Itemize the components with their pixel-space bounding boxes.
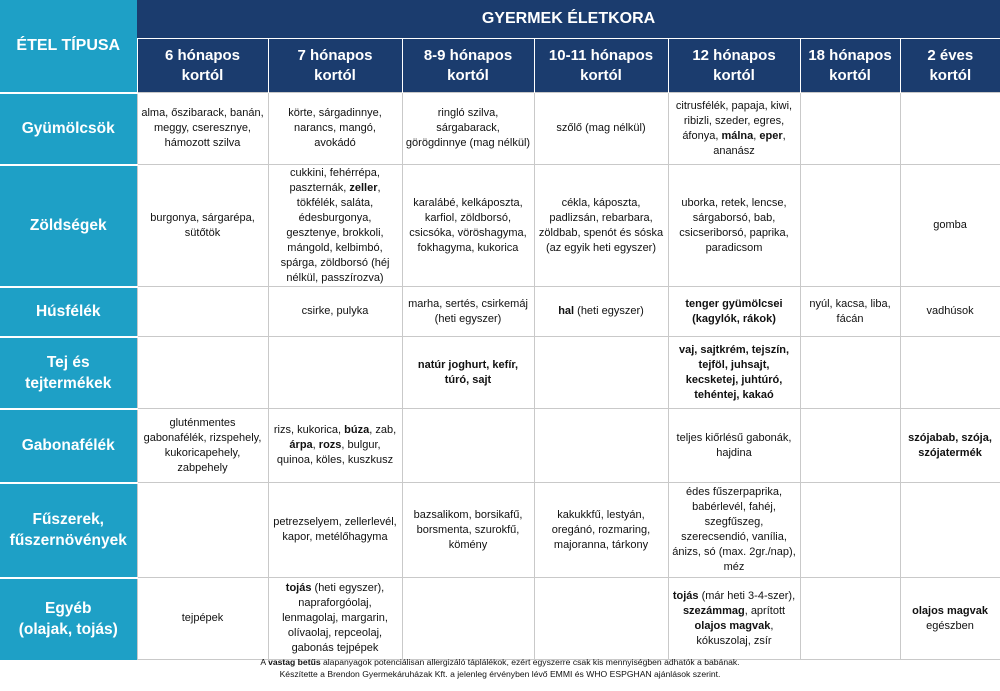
food-type-label xyxy=(0,337,137,409)
food-cell-line xyxy=(538,538,665,553)
food-cell-line xyxy=(672,530,797,545)
text-segment: sárgaborsó, bab, xyxy=(692,211,776,224)
food-cell-line xyxy=(672,312,797,327)
food-cell-line xyxy=(672,500,797,515)
food-cell-line xyxy=(272,241,399,256)
food-cell xyxy=(900,483,1000,578)
text-segment: sütőtök xyxy=(184,226,221,239)
food-cell xyxy=(668,165,800,287)
allergen-text: málna xyxy=(721,129,754,142)
food-cell-line xyxy=(672,388,797,403)
food-cell-line xyxy=(406,241,531,256)
text-segment: paszternák, xyxy=(289,181,350,194)
food-cell-line xyxy=(406,226,531,241)
food-cell-line xyxy=(672,358,797,373)
food-cell-line xyxy=(272,453,399,468)
food-type-line: Húsfélék xyxy=(35,303,101,320)
text-segment: hajdina xyxy=(716,446,752,459)
text-segment: ringló szilva, xyxy=(437,107,499,119)
age-header-line: kortól xyxy=(181,66,224,84)
food-type-line: Tej és xyxy=(46,353,90,371)
age-header-line: 18 hónapos xyxy=(808,46,892,64)
allergen-text: rozs xyxy=(318,439,342,451)
food-cell xyxy=(402,483,534,578)
food-cell xyxy=(137,578,268,660)
food-cell-line xyxy=(272,611,399,626)
food-cell-line xyxy=(272,181,399,196)
food-cell-line xyxy=(272,530,399,545)
age-column-header xyxy=(900,39,1000,93)
food-cell xyxy=(268,337,402,409)
allergen-text: árpa xyxy=(289,439,313,451)
food-cell-line xyxy=(406,297,531,312)
food-cell xyxy=(268,578,402,660)
text-segment: kapor, metélőhagyma xyxy=(282,531,388,543)
text-segment: , xyxy=(312,439,319,451)
food-cell-line xyxy=(672,211,797,226)
food-cell-line xyxy=(272,438,399,453)
food-type-line: Egyéb xyxy=(44,600,92,617)
text-segment: , aprított xyxy=(744,604,786,617)
food-type-label xyxy=(0,287,137,337)
age-column-header xyxy=(402,39,534,93)
text-segment: avokádó xyxy=(314,137,356,149)
allergen-text: hal xyxy=(558,305,575,317)
food-cell-line xyxy=(141,121,265,136)
food-cell-line xyxy=(804,297,897,312)
table-row xyxy=(0,337,1000,409)
allergen-text: eper xyxy=(759,129,783,142)
text-segment: , zab, xyxy=(369,424,397,436)
allergen-text: szezámmag xyxy=(682,604,745,617)
food-cell xyxy=(900,287,1000,337)
food-cell-line xyxy=(141,226,265,241)
text-segment: paradicsom xyxy=(705,241,763,254)
text-segment: csicseriborsó, paprika, xyxy=(679,226,789,239)
table-row xyxy=(0,165,1000,287)
text-segment: fokhagyma, kukorica xyxy=(417,241,519,254)
food-cell-line xyxy=(672,373,797,388)
age-header-line: 8-9 hónapos xyxy=(423,46,513,64)
allergen-text: zeller xyxy=(349,181,378,194)
food-type-label xyxy=(0,165,137,287)
text-segment: , xyxy=(770,619,774,632)
food-cell xyxy=(668,578,800,660)
food-cell xyxy=(534,287,668,337)
food-cell-line xyxy=(538,241,665,256)
food-type-label xyxy=(0,409,137,483)
text-segment: (heti egyszer) xyxy=(574,305,644,317)
food-type-label xyxy=(0,483,137,578)
food-type-line: fűszernövények xyxy=(9,532,127,549)
text-segment: édes fűszerpaprika, xyxy=(686,486,782,498)
food-type-line: (olajak, tojás) xyxy=(18,621,118,638)
text-segment: bazsalikom, borsikafű, xyxy=(413,508,523,521)
food-cell-line xyxy=(406,136,531,151)
allergen-text: olajos magvak xyxy=(912,604,988,617)
food-cell-line xyxy=(672,114,797,129)
food-cell-line xyxy=(272,641,399,656)
text-segment: csirke, pulyka xyxy=(301,305,369,317)
text-segment: édesburgonya, xyxy=(298,211,372,224)
text-segment: padlizsán, rebarbara, xyxy=(549,211,653,224)
food-cell-line xyxy=(538,211,665,226)
food-cell xyxy=(800,337,900,409)
food-cell-line xyxy=(538,121,665,136)
food-type-line: Fűszerek, xyxy=(32,511,104,528)
text-segment: napraforgóolaj, xyxy=(298,597,372,609)
food-cell-line xyxy=(272,304,399,319)
food-type-line: Zöldségek xyxy=(29,217,107,234)
food-cell-line xyxy=(672,99,797,114)
text-segment: narancs, mangó, xyxy=(294,122,376,134)
text-segment: nélkül, passzírozva) xyxy=(286,271,384,284)
food-cell-line xyxy=(904,304,997,319)
text-segment: gesztenye, brokkoli, xyxy=(286,226,384,239)
food-cell xyxy=(800,287,900,337)
food-cell xyxy=(900,409,1000,483)
food-cell-line xyxy=(272,226,399,241)
food-cell-line xyxy=(272,211,399,226)
food-cell-line xyxy=(272,423,399,438)
food-cell xyxy=(668,287,800,337)
food-cell-line xyxy=(272,581,399,596)
food-cell xyxy=(534,578,668,660)
text-segment: teljes kiőrlésű gabonák, xyxy=(676,431,792,444)
food-cell xyxy=(900,93,1000,165)
food-cell-line xyxy=(672,604,797,619)
food-cell-line xyxy=(141,446,265,461)
food-cell xyxy=(137,409,268,483)
food-cell-line xyxy=(406,106,531,121)
food-cell-line xyxy=(141,211,265,226)
allergen-text: tejföl, juhsajt, xyxy=(698,358,770,371)
text-segment: (már heti 3-4-szer), xyxy=(698,589,796,602)
text-segment: méz xyxy=(723,561,745,573)
text-segment: olívaolaj, repceolaj, xyxy=(287,627,383,639)
food-cell-line xyxy=(672,634,797,649)
food-cell xyxy=(800,165,900,287)
food-cell xyxy=(800,483,900,578)
text-segment: szőlő (mag nélkül) xyxy=(556,122,646,134)
food-cell xyxy=(900,165,1000,287)
food-type-line: Gyümölcsök xyxy=(21,120,115,137)
allergen-text: olajos magvak xyxy=(694,619,771,632)
text-segment: Készítette a Brendon Gyermekáruházak Kft. a jelenleg érvényben lévő EMMI és WHO ESPGHAN ajánlások szerint. xyxy=(279,669,721,679)
food-cell-line xyxy=(672,343,797,358)
text-segment: uborka, retek, lencse, xyxy=(681,196,787,209)
food-cell-line xyxy=(406,121,531,136)
allergen-text: tehéntej, kakaó xyxy=(694,388,774,401)
text-segment: szegfűszeg, xyxy=(704,516,764,528)
food-cell-line xyxy=(406,211,531,226)
text-segment: kókuszolaj, zsír xyxy=(696,634,772,647)
food-cell-line xyxy=(272,196,399,211)
text-segment: gluténmentes xyxy=(169,416,236,429)
age-header-line: kortól xyxy=(580,66,622,84)
footnote-line-1 xyxy=(0,656,1000,668)
allergen-text: szójatermék xyxy=(918,446,982,459)
text-segment: majoranna, tárkony xyxy=(553,538,649,551)
food-cell-line xyxy=(272,136,399,151)
allergen-text: túró, sajt xyxy=(444,373,492,386)
food-cell-line xyxy=(141,106,265,121)
text-segment: babérlevél, fahéj, xyxy=(692,501,776,513)
food-cell-line xyxy=(141,611,265,626)
food-cell-line xyxy=(904,604,997,619)
food-cell-line xyxy=(538,523,665,538)
food-cell-line xyxy=(406,358,531,373)
food-cell xyxy=(800,93,900,165)
food-cell xyxy=(402,287,534,337)
text-segment: gomba xyxy=(933,219,967,231)
food-cell-line xyxy=(904,619,997,634)
food-cell-line xyxy=(672,619,797,634)
food-cell xyxy=(137,287,268,337)
age-header-line: kortól xyxy=(829,66,871,84)
text-segment: , xyxy=(753,129,760,142)
text-segment: egészben xyxy=(926,619,974,632)
table-row xyxy=(0,409,1000,483)
age-column-header xyxy=(668,39,800,93)
food-cell xyxy=(402,409,534,483)
text-segment: zöldbab, spenót és sóska xyxy=(538,226,664,239)
food-cell-line xyxy=(672,446,797,461)
food-type-line: tejtermékek xyxy=(25,374,112,392)
food-cell-line xyxy=(272,596,399,611)
food-cell xyxy=(534,93,668,165)
text-segment: marha, sertés, csirkemáj xyxy=(408,297,528,310)
food-cell-line xyxy=(672,515,797,530)
text-segment: kömény xyxy=(448,538,488,551)
age-column-header xyxy=(800,39,900,93)
food-cell-line xyxy=(672,431,797,446)
food-cell xyxy=(668,483,800,578)
text-segment: (heti egyszer), xyxy=(311,582,385,594)
allergen-text: tenger gyümölcsei xyxy=(685,297,783,310)
food-cell-line xyxy=(272,271,399,286)
text-segment: körte, sárgadinnye, xyxy=(288,107,382,119)
food-cell-line xyxy=(272,626,399,641)
food-cell-line xyxy=(406,373,531,388)
food-cell xyxy=(402,578,534,660)
text-segment: karalábé, kelkáposzta, xyxy=(413,196,523,209)
food-cell xyxy=(268,287,402,337)
food-cell-line xyxy=(538,196,665,211)
text-segment: alapanyagok potenciálisan allergizáló táplálékok, ezért egyszerre csak kis mennyiségben adhatók a babának. xyxy=(320,657,740,667)
food-cell xyxy=(668,337,800,409)
text-segment: vadhúsok xyxy=(926,305,974,317)
food-cell xyxy=(268,483,402,578)
food-cell-line xyxy=(672,545,797,560)
food-cell-line xyxy=(272,515,399,530)
text-segment: fácán xyxy=(836,312,864,325)
text-segment: cukkini, fehérrépa, xyxy=(290,166,380,179)
allergen-text: vaj, sajtkrém, tejszín, xyxy=(678,343,790,356)
food-cell-line xyxy=(804,312,897,327)
text-segment: karfiol, zöldborsó, xyxy=(424,211,512,224)
age-header-line: kortól xyxy=(447,66,489,84)
text-segment: (az egyik heti egyszer) xyxy=(545,241,657,254)
food-cell-line xyxy=(406,538,531,553)
child-age-header: GYERMEK ÉLETKORA xyxy=(137,0,1000,39)
table-row xyxy=(0,287,1000,337)
food-cell xyxy=(800,578,900,660)
food-cell-line xyxy=(672,129,797,144)
food-cell-line xyxy=(672,485,797,500)
age-header-line: kortól xyxy=(314,66,356,84)
food-cell xyxy=(534,483,668,578)
food-cell xyxy=(900,578,1000,660)
food-cell-line xyxy=(141,416,265,431)
text-segment: , bulgur, xyxy=(341,439,381,451)
food-cell-line xyxy=(672,589,797,604)
age-header-line: 10-11 hónapos xyxy=(548,46,654,64)
food-cell-line xyxy=(672,297,797,312)
text-segment: ribizli, szeder, egres, xyxy=(683,114,785,127)
text-segment: petrezselyem, zellerlevél, xyxy=(273,516,397,528)
text-segment: borsmenta, szurokfű, xyxy=(416,523,520,536)
food-type-line: Gabonafélék xyxy=(21,437,115,454)
text-segment: , xyxy=(377,181,381,194)
table-row xyxy=(0,483,1000,578)
text-segment: burgonya, sárgarépa, xyxy=(150,211,255,224)
allergen-text: natúr joghurt, kefír, xyxy=(417,358,519,371)
age-header-line: 2 éves xyxy=(927,46,974,64)
text-segment: alma, őszibarack, banán, xyxy=(141,107,264,119)
text-segment: csicsóka, vöröshagyma, xyxy=(409,226,527,239)
age-header-line: 6 hónapos xyxy=(164,46,240,64)
food-cell xyxy=(137,337,268,409)
food-cell-line xyxy=(904,446,997,461)
text-segment: mángold, kelbimbó, xyxy=(287,241,383,254)
allergen-text: szójabab, szója, xyxy=(908,431,992,444)
food-cell-line xyxy=(672,241,797,256)
food-cell xyxy=(137,165,268,287)
text-segment: gabonás tejpépek xyxy=(291,642,379,654)
food-cell xyxy=(137,483,268,578)
food-cell-line xyxy=(141,431,265,446)
text-segment: áfonya, xyxy=(682,129,722,142)
food-cell-line xyxy=(272,256,399,271)
text-segment: ananász xyxy=(713,144,755,157)
allergen-text: tojás xyxy=(672,589,699,602)
text-segment: oregánó, rozmaring, xyxy=(551,523,651,536)
food-cell-line xyxy=(406,312,531,327)
allergen-text: kecsketej, juhtúró, xyxy=(685,373,783,386)
text-segment: kukoricapehely, xyxy=(164,446,241,459)
food-cell xyxy=(534,409,668,483)
food-cell xyxy=(900,337,1000,409)
food-cell xyxy=(268,165,402,287)
food-cell xyxy=(402,93,534,165)
text-segment: rizs, kukorica, xyxy=(273,424,345,436)
food-cell-line xyxy=(406,196,531,211)
food-cell-line xyxy=(272,106,399,121)
food-type-header: ÉTEL TÍPUSA xyxy=(0,0,137,93)
food-cell xyxy=(402,337,534,409)
food-cell-line xyxy=(672,196,797,211)
food-cell xyxy=(137,93,268,165)
text-segment: tejpépek xyxy=(181,612,224,624)
text-segment: zabpehely xyxy=(177,461,228,474)
text-segment: görögdinnye (mag nélkül) xyxy=(405,137,531,149)
food-cell xyxy=(668,409,800,483)
allergen-text: tojás xyxy=(285,582,312,594)
text-segment: meggy, cseresznye, xyxy=(153,122,251,134)
food-cell-line xyxy=(272,166,399,181)
food-cell xyxy=(534,165,668,287)
food-cell-line xyxy=(272,121,399,136)
food-cell-line xyxy=(141,461,265,476)
age-column-header xyxy=(534,39,668,93)
food-cell-line xyxy=(406,508,531,523)
food-cell-line xyxy=(406,523,531,538)
text-segment: lenmagolaj, margarin, xyxy=(282,612,388,624)
age-column-header xyxy=(268,39,402,93)
footnote-line-2 xyxy=(0,668,1000,680)
text-segment: (heti egyszer) xyxy=(434,312,502,325)
text-segment: citrusfélék, papaja, kiwi, xyxy=(675,99,793,112)
food-cell-line xyxy=(538,304,665,319)
text-segment: hámozott szilva xyxy=(164,137,241,149)
food-cell-line xyxy=(141,136,265,151)
text-segment: cékla, káposzta, xyxy=(561,196,641,209)
text-segment: spárga, zöldborsó (héj xyxy=(280,256,390,269)
food-type-label xyxy=(0,93,137,165)
text-segment: tökfélék, saláta, xyxy=(296,196,374,209)
text-segment: sárgabarack, xyxy=(436,122,500,134)
age-header-line: kortól xyxy=(929,66,972,84)
text-segment: nyúl, kacsa, liba, xyxy=(809,297,891,310)
food-cell xyxy=(668,93,800,165)
table-row xyxy=(0,93,1000,165)
food-cell-line xyxy=(904,218,997,233)
food-cell-line xyxy=(538,226,665,241)
food-cell-line xyxy=(672,226,797,241)
text-segment: kakukkfű, lestyán, xyxy=(557,508,645,521)
food-cell xyxy=(402,165,534,287)
age-column-header xyxy=(137,39,268,93)
food-type-label xyxy=(0,578,137,660)
age-header-line: 7 hónapos xyxy=(297,46,373,64)
text-segment: szerecsendió, vanília, xyxy=(681,531,787,543)
food-cell-line xyxy=(672,144,797,159)
text-segment: A xyxy=(260,657,269,667)
allergen-text: (kagylók, rákok) xyxy=(692,312,776,325)
age-header-line: 12 hónapos xyxy=(692,46,776,64)
text-segment: , xyxy=(782,129,786,142)
food-cell xyxy=(800,409,900,483)
text-segment: gabonafélék, rizspehely, xyxy=(143,431,262,444)
text-segment: ánizs, só (max. 2gr./nap), xyxy=(672,546,796,558)
text-segment: quinoa, köles, kuszkusz xyxy=(276,454,394,466)
food-cell xyxy=(268,409,402,483)
allergen-text: vastag betűs xyxy=(268,657,321,667)
allergen-text: búza xyxy=(344,424,370,436)
food-cell-line xyxy=(538,508,665,523)
age-header-line: kortól xyxy=(713,66,755,84)
food-cell xyxy=(534,337,668,409)
footnote xyxy=(0,656,1000,680)
food-cell-line xyxy=(672,560,797,575)
table-row xyxy=(0,578,1000,660)
food-cell-line xyxy=(904,431,997,446)
food-cell xyxy=(268,93,402,165)
